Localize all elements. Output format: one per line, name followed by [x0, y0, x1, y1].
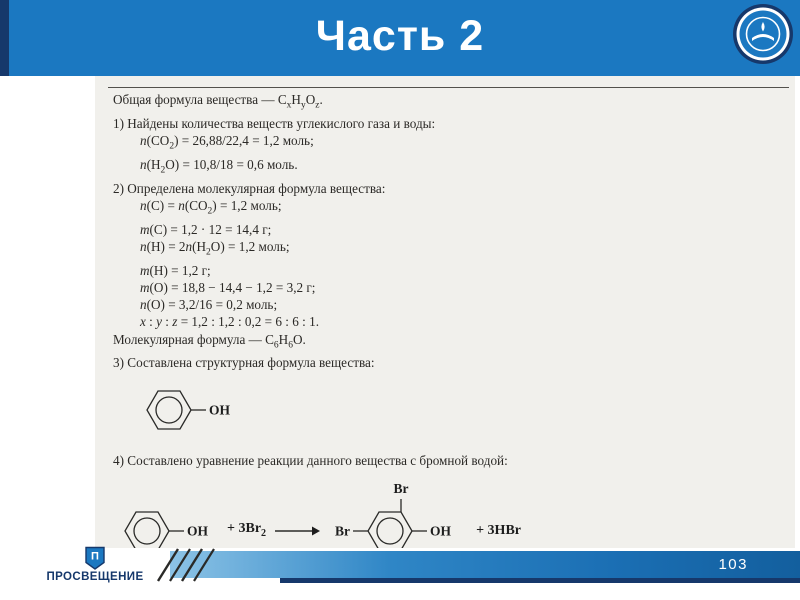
slide-header [0, 0, 800, 76]
solution-line: $n(CO_2) = 26,88/22,4 = 1,2$ моль; [140, 133, 314, 152]
oh-label: OH [209, 402, 231, 418]
solution-line: $n(C) = n(CO_2) = 1,2$ моль; [140, 197, 282, 217]
publisher-shield-icon [84, 546, 106, 570]
solution-line: 3) Составлена структурная формула вещества: [113, 355, 375, 371]
solution-line: Молекулярная формула — $C_6H_6O$. [113, 331, 306, 351]
solution-line: $n(H) = 2n(H_2O) = 1,2$ моль; [140, 238, 290, 258]
br-label-left: Br [335, 523, 351, 539]
publisher-shield-letter: П [91, 550, 99, 563]
aromatic-circle [134, 518, 160, 544]
reaction-arrow-icon [274, 524, 320, 538]
oh-label: OH [187, 523, 209, 539]
publisher-emblem-logo [732, 3, 794, 65]
slide-footer [0, 548, 800, 600]
page-top-rule [108, 87, 789, 88]
aromatic-circle [156, 397, 182, 423]
solution-lines [113, 91, 783, 372]
phenol-structure-figure [137, 378, 783, 442]
aromatic-circle [377, 518, 403, 544]
solution-line: m(H) = 1,2 г; [140, 262, 211, 278]
solution-line: Общая формула вещества — $C_xH_yO_z$. [113, 92, 323, 111]
solution-line: x : y : z = 1,2 : 1,2 : 0,2 = 6 : 6 : 1. [140, 314, 320, 330]
reagent-label: + $3Br_2$ [227, 520, 267, 539]
scanned-page [95, 76, 795, 548]
solution-line: m(C) = 1,2 · 12 = 14,4 г; [140, 221, 272, 237]
solution-line: 1) Найдены количества веществ углекислого газа и воды: [113, 115, 436, 131]
publisher-block [28, 546, 162, 583]
page-number: 103 [718, 556, 748, 573]
solution-line: $n(H_2O) = 10,8/18 = 0,6$ моль. [140, 156, 298, 176]
byproduct-label: + 3HBr [476, 523, 521, 539]
publisher-name: ПРОСВЕЩЕНИЕ [46, 571, 144, 583]
solution-line: n(O) = 3,2/16 = 0,2 моль; [140, 297, 278, 313]
solution-text [113, 91, 783, 583]
footer-band [170, 551, 800, 578]
oh-label: OH [430, 523, 452, 539]
solution-step4: 4) Составлено уравнение реакции данного вещества с бромной водой: [113, 452, 508, 468]
slide-title: Часть 2 [315, 12, 485, 60]
solution-line: m(O) = 18,8 − 14,4 − 1,2 = 3,2 г; [140, 280, 316, 296]
br-label-top: Br [393, 480, 409, 496]
footer-band-decoration [148, 547, 248, 583]
footer-band-shadow [280, 578, 800, 583]
solution-line: 2) Определена молекулярная формула вещества: [113, 180, 386, 196]
publisher-emblem-icon [732, 3, 794, 65]
phenol-structure-drawing [137, 378, 241, 442]
